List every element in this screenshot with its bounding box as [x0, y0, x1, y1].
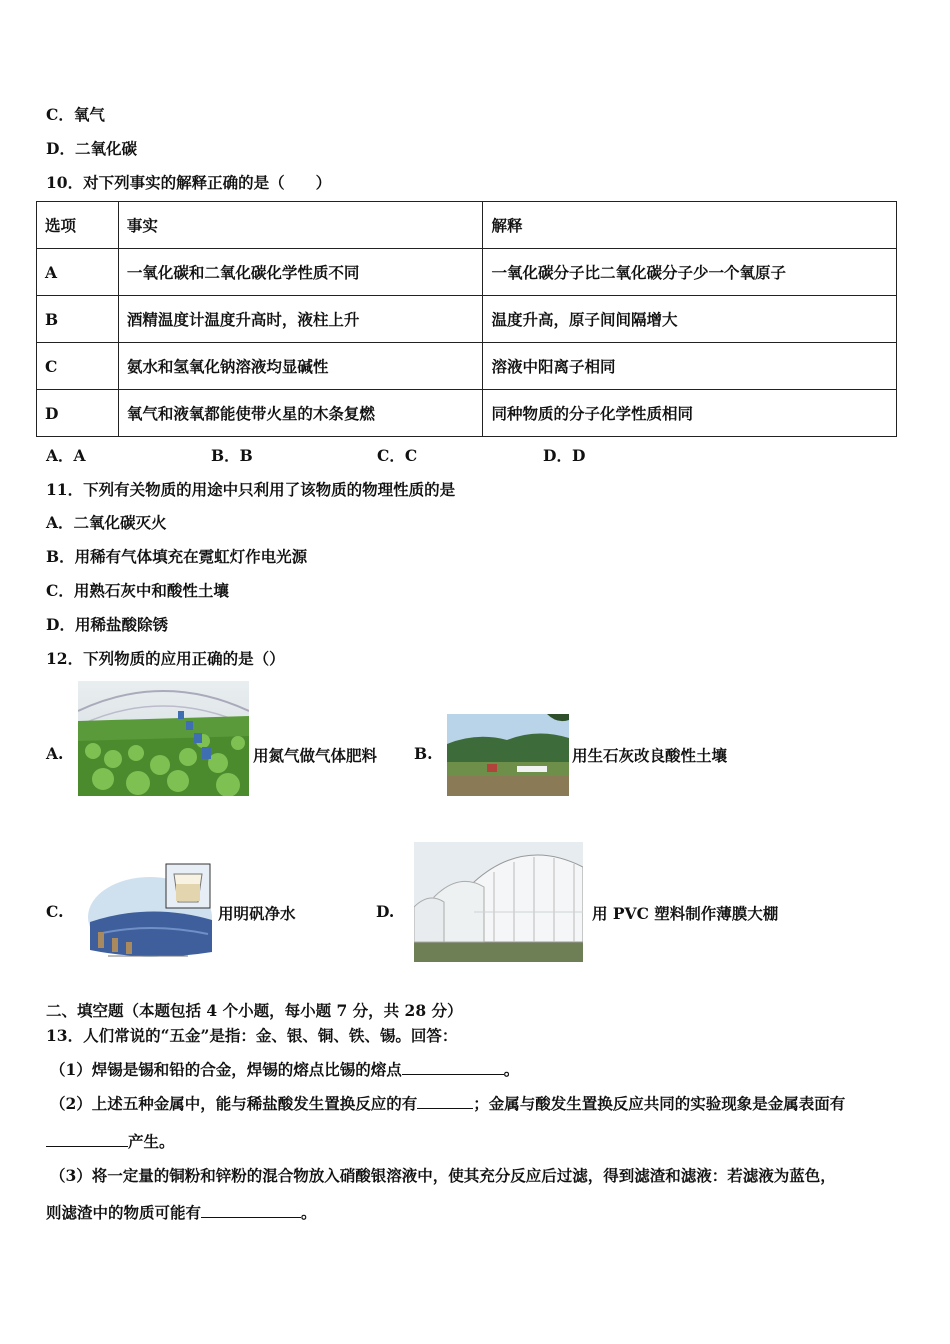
row-fact: 氧气和液氧都能使带火星的木条复燃 — [118, 390, 483, 437]
q9-option-d: D．二氧化碳 — [46, 139, 137, 158]
header-explain: 解释 — [483, 202, 897, 249]
farmland-landscape-image — [447, 714, 569, 796]
q12-text-c: 用明矾净水 — [218, 904, 296, 923]
q11-option-a: A．二氧化碳灭火 — [46, 513, 167, 532]
q13-part2-line1 — [50, 1092, 845, 1114]
q12-label-a: A. — [46, 744, 64, 763]
row-explain: 温度升高，原子间间隔增大 — [483, 296, 897, 343]
table-row — [37, 343, 897, 390]
q12-stem: 12．下列物质的应用正确的是（） — [46, 649, 285, 668]
table-header-row — [37, 202, 897, 249]
q10-answer-d: D．D — [543, 446, 586, 465]
q11-stem: 11．下列有关物质的用途中只利用了该物质的物理性质的是 — [46, 480, 456, 499]
q13-part1 — [50, 1058, 519, 1080]
answer-blank[interactable] — [201, 1203, 301, 1218]
q12-label-c: C. — [46, 902, 64, 921]
answer-blank[interactable] — [46, 1132, 128, 1147]
row-fact: 氨水和氢氧化钠溶液均显碱性 — [118, 343, 483, 390]
q10-stem: 10．对下列事实的解释正确的是（ ） — [46, 173, 332, 192]
q13-part3-line2 — [46, 1201, 317, 1223]
section2-heading: 二、填空题（本题包括 4 个小题，每小题 7 分，共 28 分） — [46, 1001, 463, 1020]
q13-part3-line1: （3）将一定量的铜粉和锌粉的混合物放入硝酸银溶液中，使其充分反应后过滤，得到滤渣和滤液：若滤液为蓝色， — [50, 1166, 836, 1185]
q13-part2-line2 — [46, 1130, 175, 1152]
q13-part1-end: 。 — [503, 1060, 520, 1079]
q13-part2-text-c: 产生。 — [128, 1132, 175, 1151]
q13-part2-text-b: ；金属与酸发生置换反应共同的实验现象是金属表面有 — [473, 1094, 846, 1113]
q11-option-d: D．用稀盐酸除锈 — [46, 615, 168, 634]
q13-part3-end: 。 — [301, 1203, 317, 1222]
row-option: B — [37, 296, 119, 343]
q12-label-b: B. — [414, 744, 433, 763]
plastic-greenhouse-image — [414, 842, 583, 962]
q13-part2-text-a: （2）上述五种金属中，能与稀盐酸发生置换反应的有 — [50, 1094, 418, 1113]
row-option: A — [37, 249, 119, 296]
q10-table — [36, 201, 897, 437]
q12-text-d: 用 PVC 塑料制作薄膜大棚 — [592, 904, 779, 923]
header-option: 选项 — [37, 202, 119, 249]
water-purification-image — [78, 862, 213, 960]
answer-blank[interactable] — [417, 1094, 473, 1109]
table-row — [37, 296, 897, 343]
q11-option-c: C．用熟石灰中和酸性土壤 — [46, 581, 229, 600]
q10-answer-c: C．C — [377, 446, 418, 465]
q12-text-a: 用氮气做气体肥料 — [253, 746, 378, 765]
row-explain: 同种物质的分子化学性质相同 — [483, 390, 897, 437]
q12-text-b: 用生石灰改良酸性土壤 — [572, 746, 728, 765]
row-option: D — [37, 390, 119, 437]
greenhouse-seedlings-image — [78, 681, 249, 796]
q9-option-c: C．氧气 — [46, 105, 105, 124]
row-fact: 酒精温度计温度升高时，液柱上升 — [118, 296, 483, 343]
q12-label-d: D. — [376, 902, 395, 921]
q10-answer-a: A．A — [46, 446, 86, 465]
q13-stem: 13．人们常说的“五金”是指：金、银、铜、铁、锡。回答： — [46, 1026, 458, 1045]
table-row — [37, 249, 897, 296]
q10-answer-b: B．B — [211, 446, 253, 465]
q11-option-b: B．用稀有气体填充在霓虹灯作电光源 — [46, 547, 308, 566]
header-fact: 事实 — [118, 202, 483, 249]
q13-part3-text: 则滤渣中的物质可能有 — [46, 1203, 202, 1222]
q13-part1-text: （1）焊锡是锡和铅的合金，焊锡的熔点比锡的熔点 — [50, 1060, 402, 1079]
answer-blank[interactable] — [402, 1060, 504, 1075]
table-row — [37, 390, 897, 437]
row-explain: 溶液中阳离子相同 — [483, 343, 897, 390]
row-option: C — [37, 343, 119, 390]
row-fact: 一氧化碳和二氧化碳化学性质不同 — [118, 249, 483, 296]
row-explain: 一氧化碳分子比二氧化碳分子少一个氧原子 — [483, 249, 897, 296]
